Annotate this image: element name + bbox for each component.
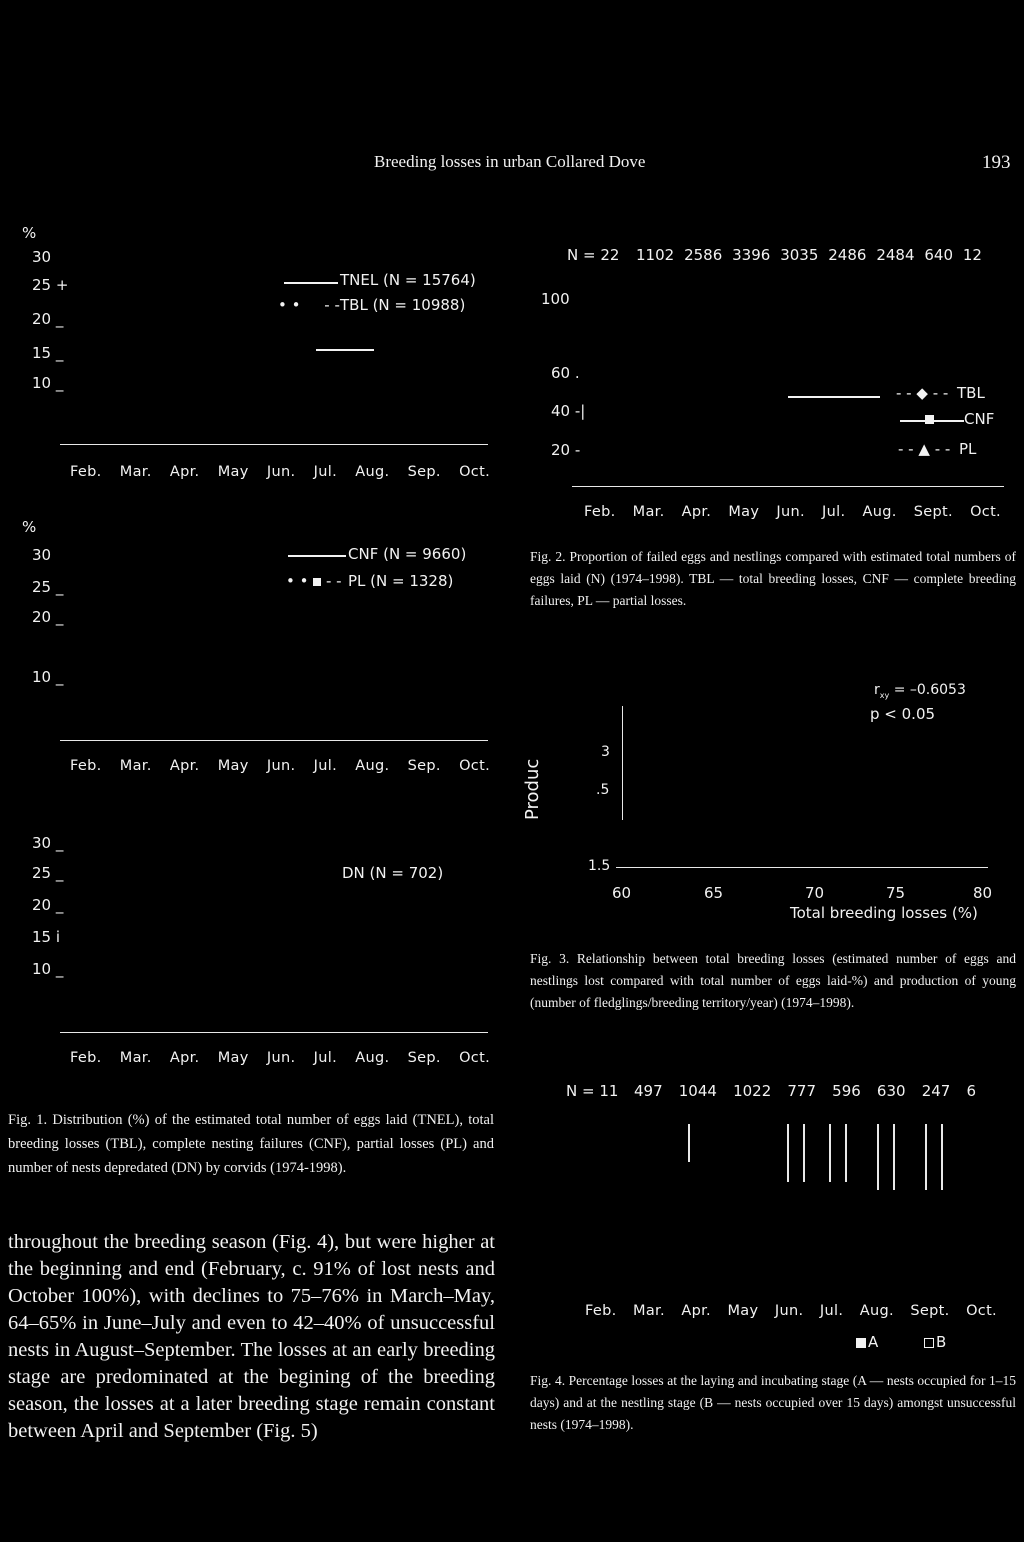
y-tick: 25 _ — [32, 864, 64, 882]
x-tick: Jul. — [819, 1303, 844, 1319]
x-tick: Mar. — [119, 464, 152, 480]
bar-mark — [925, 1124, 927, 1190]
legend-line-solid — [288, 555, 346, 557]
stat-r — [874, 682, 966, 700]
x-tick: Jul. — [313, 758, 337, 774]
x-tick: Jun. — [266, 758, 296, 774]
n-value: 1044 — [678, 1082, 717, 1100]
y-tick: 20 - — [551, 441, 581, 459]
y-tick: 30 — [32, 546, 52, 564]
y-tick: 10 _ — [32, 960, 64, 978]
legend-dashes: • • - - — [286, 572, 342, 590]
y-tick: 40 -| — [551, 402, 586, 420]
n-label: N = 11 — [566, 1082, 619, 1100]
bar-mark — [941, 1124, 943, 1190]
n-value: 777 — [787, 1082, 817, 1100]
n-values — [636, 246, 982, 264]
legend-marker: - - ▲ - - — [898, 440, 951, 458]
y-tick: 20 _ — [32, 608, 64, 626]
legend-dashes: • • - - — [278, 296, 340, 314]
legend-marker: - - ◆ - - — [896, 384, 949, 402]
x-axis — [60, 740, 488, 741]
n-label: N = 22 — [567, 246, 620, 264]
page-number: 193 — [982, 152, 1011, 173]
n-value: 247 — [921, 1082, 951, 1100]
x-tick: Jun. — [774, 1303, 804, 1319]
n-value: 596 — [832, 1082, 861, 1100]
x-tick: Jul. — [822, 504, 846, 520]
legend-label: TBL — [957, 384, 985, 402]
square-marker-icon — [925, 415, 934, 424]
y-tick: 100 — [541, 290, 570, 308]
n-value: 2484 — [876, 246, 915, 264]
y-tick: 10 _ — [32, 374, 64, 392]
fig4-caption: Fig. 4. Percentage losses at the laying and incubating stage (A — nests occupied for 1–15 days) and at the nestling stage (B — nests occupied over 15 days) amongst unsuccessful nests (1974–1998). — [530, 1373, 1016, 1432]
x-tick: Jul. — [313, 464, 337, 480]
series-line — [788, 396, 880, 398]
x-tick: Jun. — [266, 464, 296, 480]
n-value: 1022 — [733, 1082, 772, 1100]
fig3-caption: Fig. 3. Relationship between total breeding losses (estimated number of eggs and nestlings lost compared with total number of eggs laid-%) and production of young (number of fledglings/breeding territory/year) (1974–1998). — [530, 951, 1016, 1010]
legend-label: A — [868, 1333, 879, 1351]
n-value: 1102 — [636, 246, 675, 264]
x-tick: 75 — [886, 884, 906, 902]
n-value: 640 — [924, 246, 954, 264]
x-tick: Oct. — [459, 1050, 490, 1066]
x-tick: 70 — [805, 884, 825, 902]
bar-mark — [688, 1124, 690, 1162]
x-tick: Feb. — [70, 464, 102, 480]
x-tick: Apr. — [169, 1050, 200, 1066]
x-tick: Sep. — [407, 464, 441, 480]
x-axis-label: Total breeding losses (%) — [790, 904, 978, 922]
x-tick: Mar. — [119, 1050, 152, 1066]
x-tick: 80 — [973, 884, 993, 902]
n-value: 630 — [876, 1082, 906, 1100]
legend-label: CNF (N = 9660) — [348, 545, 467, 563]
x-tick: Aug. — [859, 1303, 894, 1319]
x-axis — [572, 486, 1004, 487]
n-value: 12 — [962, 246, 982, 264]
x-tick: Oct. — [459, 758, 490, 774]
legend-line-solid — [284, 282, 338, 284]
y-tick: 20 _ — [32, 310, 64, 328]
stat-r-value: = –0.6053 — [893, 682, 966, 698]
x-tick: Feb. — [585, 1303, 617, 1319]
x-tick: Mar. — [633, 1303, 665, 1319]
series-line — [316, 349, 374, 351]
legend-label: TBL (N = 10988) — [340, 296, 466, 314]
x-tick: Aug. — [355, 758, 390, 774]
x-tick: 65 — [704, 884, 724, 902]
y-axis — [622, 706, 623, 820]
filled-square-icon — [856, 1338, 866, 1348]
y-axis-label: Produc — [522, 758, 543, 820]
x-tick: Feb. — [70, 758, 102, 774]
x-tick: Oct. — [970, 504, 1001, 520]
y-tick: 60 . — [551, 364, 580, 382]
x-tick: Sep. — [407, 758, 441, 774]
x-tick: Sept. — [910, 1303, 950, 1319]
x-tick: Aug. — [355, 1050, 390, 1066]
bar-mark — [787, 1124, 789, 1182]
x-tick: Apr. — [169, 758, 200, 774]
y-tick: 15 i — [32, 928, 61, 946]
n-values — [634, 1082, 976, 1100]
x-axis-months — [70, 758, 490, 774]
x-axis-months — [70, 464, 490, 480]
y-tick: 15 _ — [32, 344, 64, 362]
fig1-caption: Fig. 1. Distribution (%) of the estimated total number of eggs laid (TNEL), total breeding losses (TBL), complete nesting failures (CNF), partial losses (PL) and number of nests depredated (DN) by corvids (1974-1998). — [8, 1112, 494, 1176]
y-unit: % — [22, 224, 37, 242]
y-tick: 10 _ — [32, 668, 64, 686]
x-tick: May — [217, 758, 249, 774]
bar-mark — [893, 1124, 895, 1190]
bar-mark — [845, 1124, 847, 1182]
legend-label: TNEL (N = 15764) — [340, 271, 476, 289]
bar-mark — [803, 1124, 805, 1182]
x-tick: May — [728, 504, 760, 520]
x-axis — [60, 1032, 488, 1033]
legend-label: PL — [959, 440, 977, 458]
x-tick: Jun. — [266, 1050, 296, 1066]
stat-r-subscript: xy — [879, 690, 890, 700]
x-tick: Apr. — [681, 504, 712, 520]
n-value: 497 — [634, 1082, 663, 1100]
y-tick: 30 _ — [32, 834, 64, 852]
x-tick: Mar. — [119, 758, 152, 774]
running-title: Breeding losses in urban Collared Dove — [374, 152, 646, 171]
y-tick: 3 — [601, 744, 610, 760]
x-tick: Sep. — [407, 1050, 441, 1066]
x-tick: 60 — [612, 884, 632, 902]
x-tick: May — [217, 464, 249, 480]
stat-r-symbol: r — [874, 682, 880, 698]
n-value: 3396 — [732, 246, 771, 264]
y-tick: 25 _ — [32, 578, 64, 596]
x-axis — [616, 867, 988, 868]
y-unit: % — [22, 518, 37, 536]
bar-mark — [829, 1124, 831, 1182]
x-axis-months — [70, 1050, 490, 1066]
x-tick: Oct. — [459, 464, 490, 480]
n-value: 3035 — [780, 246, 819, 264]
y-tick: 25 + — [32, 276, 69, 294]
y-tick: .5 — [596, 782, 610, 798]
n-value: 6 — [966, 1082, 976, 1100]
x-tick: May — [217, 1050, 249, 1066]
legend-label: DN (N = 702) — [342, 864, 444, 882]
diamond-marker-icon: ◆ — [916, 384, 928, 402]
n-value: 2586 — [684, 246, 723, 264]
triangle-marker-icon: ▲ — [918, 440, 930, 458]
x-tick: Apr. — [169, 464, 200, 480]
x-tick: May — [727, 1303, 759, 1319]
x-tick: Oct. — [966, 1303, 997, 1319]
y-tick: 20 _ — [32, 896, 64, 914]
n-value: 2486 — [828, 246, 867, 264]
x-tick: Sept. — [913, 504, 953, 520]
square-marker-icon — [313, 578, 321, 586]
fig2-caption: Fig. 2. Proportion of failed eggs and nestlings compared with estimated total numbers of eggs laid (N) (1974–1998). TBL — total breeding losses, CNF — complete breeding failures, PL — partial losses. — [530, 549, 1016, 608]
bar-mark — [877, 1124, 879, 1190]
x-tick: Feb. — [70, 1050, 102, 1066]
legend-label: B — [936, 1333, 947, 1351]
stat-p: p < 0.05 — [870, 705, 936, 723]
x-tick: Jun. — [776, 504, 805, 520]
legend-label: CNF — [964, 410, 995, 428]
legend-label: PL (N = 1328) — [348, 572, 454, 590]
y-tick: 30 — [32, 248, 52, 266]
body-paragraph: throughout the breeding season (Fig. 4), but were higher at the beginning and end (February, c. 91% of lost nests and October 100%), with declines to 75–76% in March–May, 64–65% in June–July and even to 42–40% of unsuccessful nests in August–September. The losses at an early breeding stage are predominated at the begining of the breeding season, the losses at a later breeding stage remain constant between April and September (Fig. 5) — [8, 1231, 495, 1442]
x-axis — [60, 444, 488, 445]
x-tick: Feb. — [584, 504, 616, 520]
x-axis-months — [585, 1303, 997, 1319]
x-axis-months — [584, 504, 1001, 520]
x-tick: Aug. — [355, 464, 390, 480]
x-tick: Aug. — [862, 504, 897, 520]
x-tick: Jul. — [313, 1050, 337, 1066]
open-square-icon — [924, 1338, 934, 1348]
x-tick: Mar. — [632, 504, 665, 520]
y-tick: 1.5 — [588, 858, 611, 874]
x-tick: Apr. — [681, 1303, 711, 1319]
